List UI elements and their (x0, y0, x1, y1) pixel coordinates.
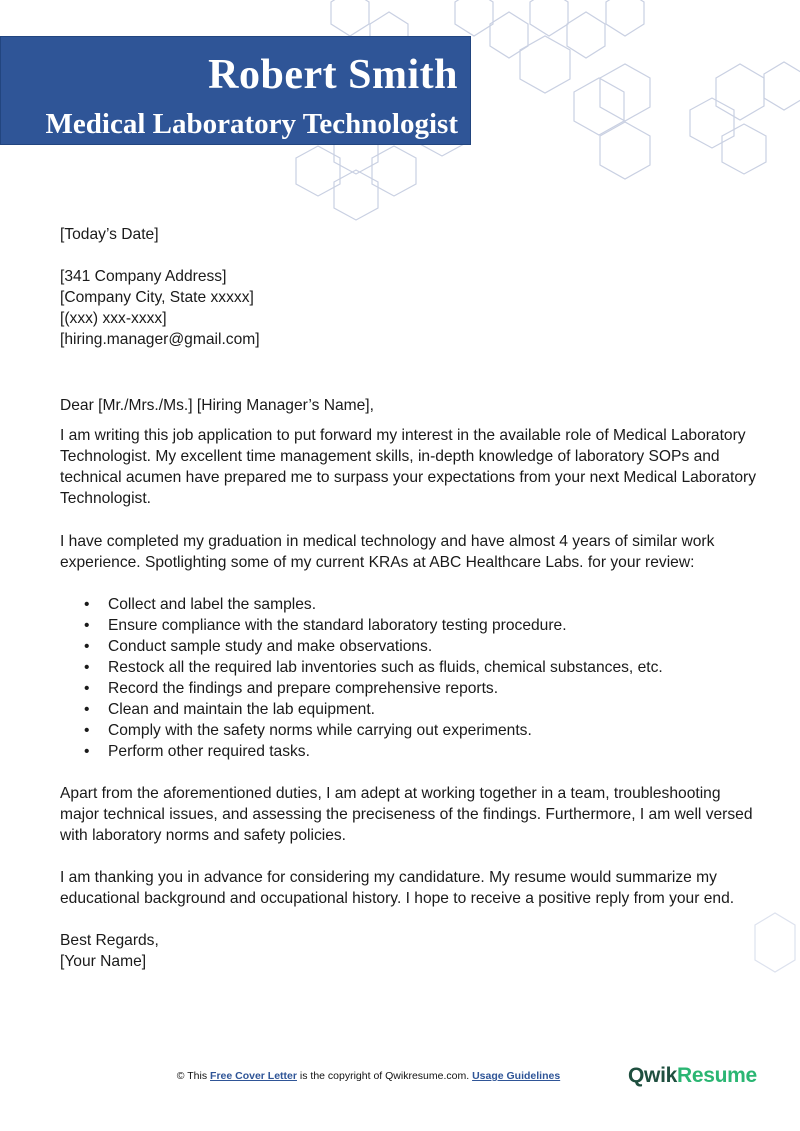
footer-middle: is the copyright of Qwikresume.com. (299, 1070, 470, 1082)
company-city-state: [Company City, State xxxxx] (60, 289, 254, 306)
recipient-address-block (60, 266, 760, 350)
usage-guidelines-link[interactable]: Usage Guidelines (472, 1070, 561, 1082)
applicant-name: Robert Smith (208, 52, 458, 98)
job-title: Medical Laboratory Technologist (45, 108, 458, 140)
list-item: • Perform other required tasks. (60, 741, 760, 762)
header-banner (0, 36, 471, 145)
list-item: • Ensure compliance with the standard laboratory testing procedure. (60, 615, 760, 636)
list-item: • Record the findings and prepare comprehensive reports. (60, 678, 760, 699)
company-email: [hiring.manager@gmail.com] (60, 331, 260, 348)
date-line: [Today’s Date] (60, 226, 159, 243)
signoff-regards: Best Regards, (60, 932, 159, 949)
logo-part-resume: Resume (676, 1064, 757, 1087)
letter-body (60, 224, 760, 972)
salutation: Dear [Mr./Mrs./Ms.] [Hiring Manager’s Name], (60, 397, 374, 414)
signoff-name: [Your Name] (60, 953, 147, 970)
free-cover-letter-link[interactable]: Free Cover Letter (210, 1070, 297, 1082)
list-item: • Conduct sample study and make observations. (60, 636, 760, 657)
company-address: [341 Company Address] (60, 268, 227, 285)
duties-list (60, 594, 760, 762)
paragraph-experience: I have completed my graduation in medical technology and have almost 4 years of similar work experience. Spotlighting some of my current KRAs at ABC Healthcare Labs. for your review: (60, 533, 715, 571)
list-item: • Collect and label the samples. (60, 594, 760, 615)
footer-prefix: © This (176, 1070, 208, 1082)
paragraph-closing: I am thanking you in advance for considering my candidature. My resume would summarize my educational background and occupational history. I hope to receive a positive reply from your end. (60, 869, 735, 907)
paragraph-skills: Apart from the aforementioned duties, I am adept at working together in a team, troubleshooting major technical issues, and assessing the preciseness of the findings. Furthermore, I am well versed with laboratory norms and safety policies. (60, 785, 753, 844)
copyright-footer (0, 1070, 737, 1082)
logo-part-qwik: Qwik (628, 1064, 677, 1087)
list-item: • Restock all the required lab inventories such as fluids, chemical substances, etc. (60, 657, 760, 678)
list-item: • Comply with the safety norms while carrying out experiments. (60, 720, 760, 741)
list-item: • Clean and maintain the lab equipment. (60, 699, 760, 720)
paragraph-intro: I am writing this job application to put forward my interest in the available role of Medical Laboratory Technologist. My excellent time management skills, in-depth knowledge of laboratory SOPs and technical acumen have prepared me to surpass your expectations from your next Medical Laboratory Technologist. (60, 427, 757, 507)
qwikresume-logo[interactable] (628, 1064, 757, 1088)
company-phone: [(xxx) xxx-xxxx] (60, 310, 167, 327)
